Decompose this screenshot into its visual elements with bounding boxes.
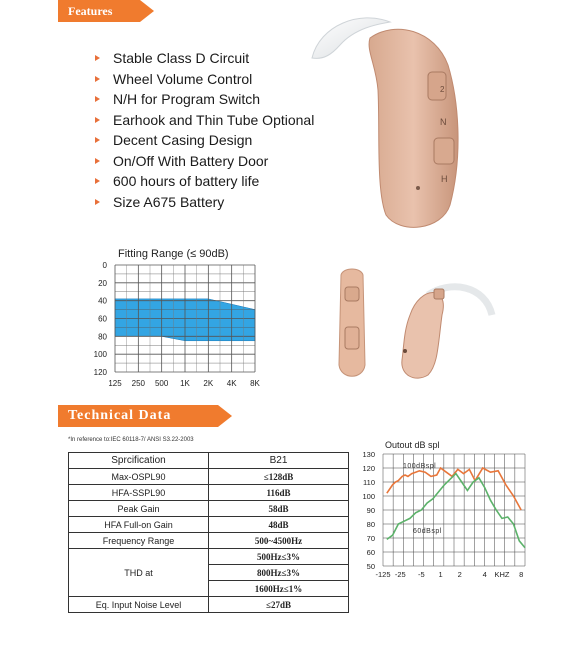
table-row xyxy=(69,501,349,517)
feature-item: On/Off With Battery Door xyxy=(95,151,314,172)
bullet-icon xyxy=(95,199,103,205)
y-tick-label: 50 xyxy=(366,562,375,571)
x-tick-label: -5 xyxy=(418,570,425,579)
feature-item: Earhook and Thin Tube Optional xyxy=(95,110,314,131)
row-value: 48dB xyxy=(209,517,349,533)
header-label: Sprcification xyxy=(69,453,209,469)
table-header-row xyxy=(69,453,349,469)
thd-value: 800Hz≤3% xyxy=(209,565,349,581)
row-label: HFA Full-on Gain xyxy=(69,517,209,533)
noise-label: Eq. Input Noise Level xyxy=(69,597,209,613)
feature-item: 600 hours of battery life xyxy=(95,171,314,192)
features-banner xyxy=(58,0,140,22)
y-tick-label: 120 xyxy=(93,368,107,377)
device-front-image xyxy=(333,265,371,385)
hearing-aid-image xyxy=(300,10,480,235)
bullet-icon xyxy=(95,55,103,61)
feature-item: Wheel Volume Control xyxy=(95,69,314,90)
y-tick-label: 90 xyxy=(366,506,375,515)
x-tick-label: 2K xyxy=(203,379,214,388)
row-label: HFA-SSPL90 xyxy=(69,485,209,501)
y-tick-label: 110 xyxy=(363,478,375,487)
feature-item: Stable Class D Circuit xyxy=(95,48,314,69)
n-label: N xyxy=(440,117,447,127)
table-row xyxy=(69,533,349,549)
feature-item: Size A675 Battery xyxy=(95,192,314,213)
table-row xyxy=(69,469,349,485)
bullet-icon xyxy=(95,96,103,102)
y-tick-label: 60 xyxy=(98,314,107,324)
row-value: 58dB xyxy=(209,501,349,517)
x-tick-label: -125 xyxy=(375,570,391,579)
h-label: H xyxy=(441,174,448,184)
y-tick-label: 60 xyxy=(366,548,375,557)
thd-value: 500Hz≤3% xyxy=(209,549,349,565)
row-value: ≤128dB xyxy=(209,469,349,485)
series-label-60dbspl: 60dBspl xyxy=(413,528,442,535)
row-value: 500~4500Hz xyxy=(209,533,349,549)
x-tick-label: 125 xyxy=(108,379,122,388)
noise-value: ≤27dB xyxy=(209,597,349,613)
header-value: B21 xyxy=(209,453,349,469)
thd-value: 1600Hz≤1% xyxy=(209,581,349,597)
y-tick-label: 100 xyxy=(93,350,107,360)
fitting-range-chart xyxy=(85,245,275,395)
series-line-60dbspl xyxy=(387,474,525,548)
spec-table xyxy=(68,452,349,613)
fitting-chart-title: Fitting Range (≤ 90dB) xyxy=(118,248,229,260)
y-tick-label: 130 xyxy=(362,450,375,459)
y-tick-label: 80 xyxy=(366,520,375,529)
y-tick-label: 70 xyxy=(366,534,375,543)
y-tick-label: 40 xyxy=(98,296,107,306)
feature-item: Decent Casing Design xyxy=(95,130,314,151)
row-label: Frequency Range xyxy=(69,533,209,549)
table-row xyxy=(69,549,349,565)
bullet-icon xyxy=(95,178,103,184)
bullet-icon xyxy=(95,76,103,82)
output-chart xyxy=(355,436,535,586)
row-value: 116dB xyxy=(209,485,349,501)
x-tick-label: 2 xyxy=(457,570,462,579)
technical-banner xyxy=(58,405,218,427)
output-chart-title: Outout dB spl xyxy=(385,440,440,450)
y-tick-label: 20 xyxy=(98,278,107,288)
x-tick-label: 8 xyxy=(519,570,524,579)
table-row xyxy=(69,485,349,501)
features-list xyxy=(95,48,314,212)
bullet-icon xyxy=(95,158,103,164)
x-tick-label: 4K xyxy=(226,379,237,388)
technical-title: Technical Data xyxy=(68,408,172,423)
y-tick-label: 80 xyxy=(98,332,107,342)
series-label-100dbspl: 100dBspl xyxy=(403,463,437,470)
bullet-icon xyxy=(95,137,103,143)
table-row xyxy=(69,517,349,533)
thd-label: THD at xyxy=(69,549,209,597)
x-tick-label: 1K xyxy=(180,379,190,388)
x-tick-label: 250 xyxy=(131,379,146,388)
reference-note: *In reference to:IEC 60118-7/ ANSI S3.22-2003 xyxy=(68,437,194,443)
x-tick-label: 4 xyxy=(482,570,487,579)
y-tick-label: 100 xyxy=(362,492,375,501)
bullet-icon xyxy=(95,117,103,123)
x-tick-label: 8K xyxy=(250,379,260,388)
y-tick-label: 0 xyxy=(102,261,107,270)
x-tick-label: 500 xyxy=(154,379,169,388)
x-tick-label: KHZ xyxy=(494,570,510,579)
feature-item: N/H for Program Switch xyxy=(95,89,314,110)
row-label: Max-OSPL90 xyxy=(69,469,209,485)
x-tick-label: 1 xyxy=(438,570,443,579)
x-tick-label: -25 xyxy=(394,570,406,579)
device-side-image xyxy=(390,275,500,385)
row-label: Peak Gain xyxy=(69,501,209,517)
features-title: Features xyxy=(68,3,113,18)
y-tick-label: 120 xyxy=(362,464,375,473)
wheel-label: 2 xyxy=(440,85,445,94)
table-row xyxy=(69,597,349,613)
